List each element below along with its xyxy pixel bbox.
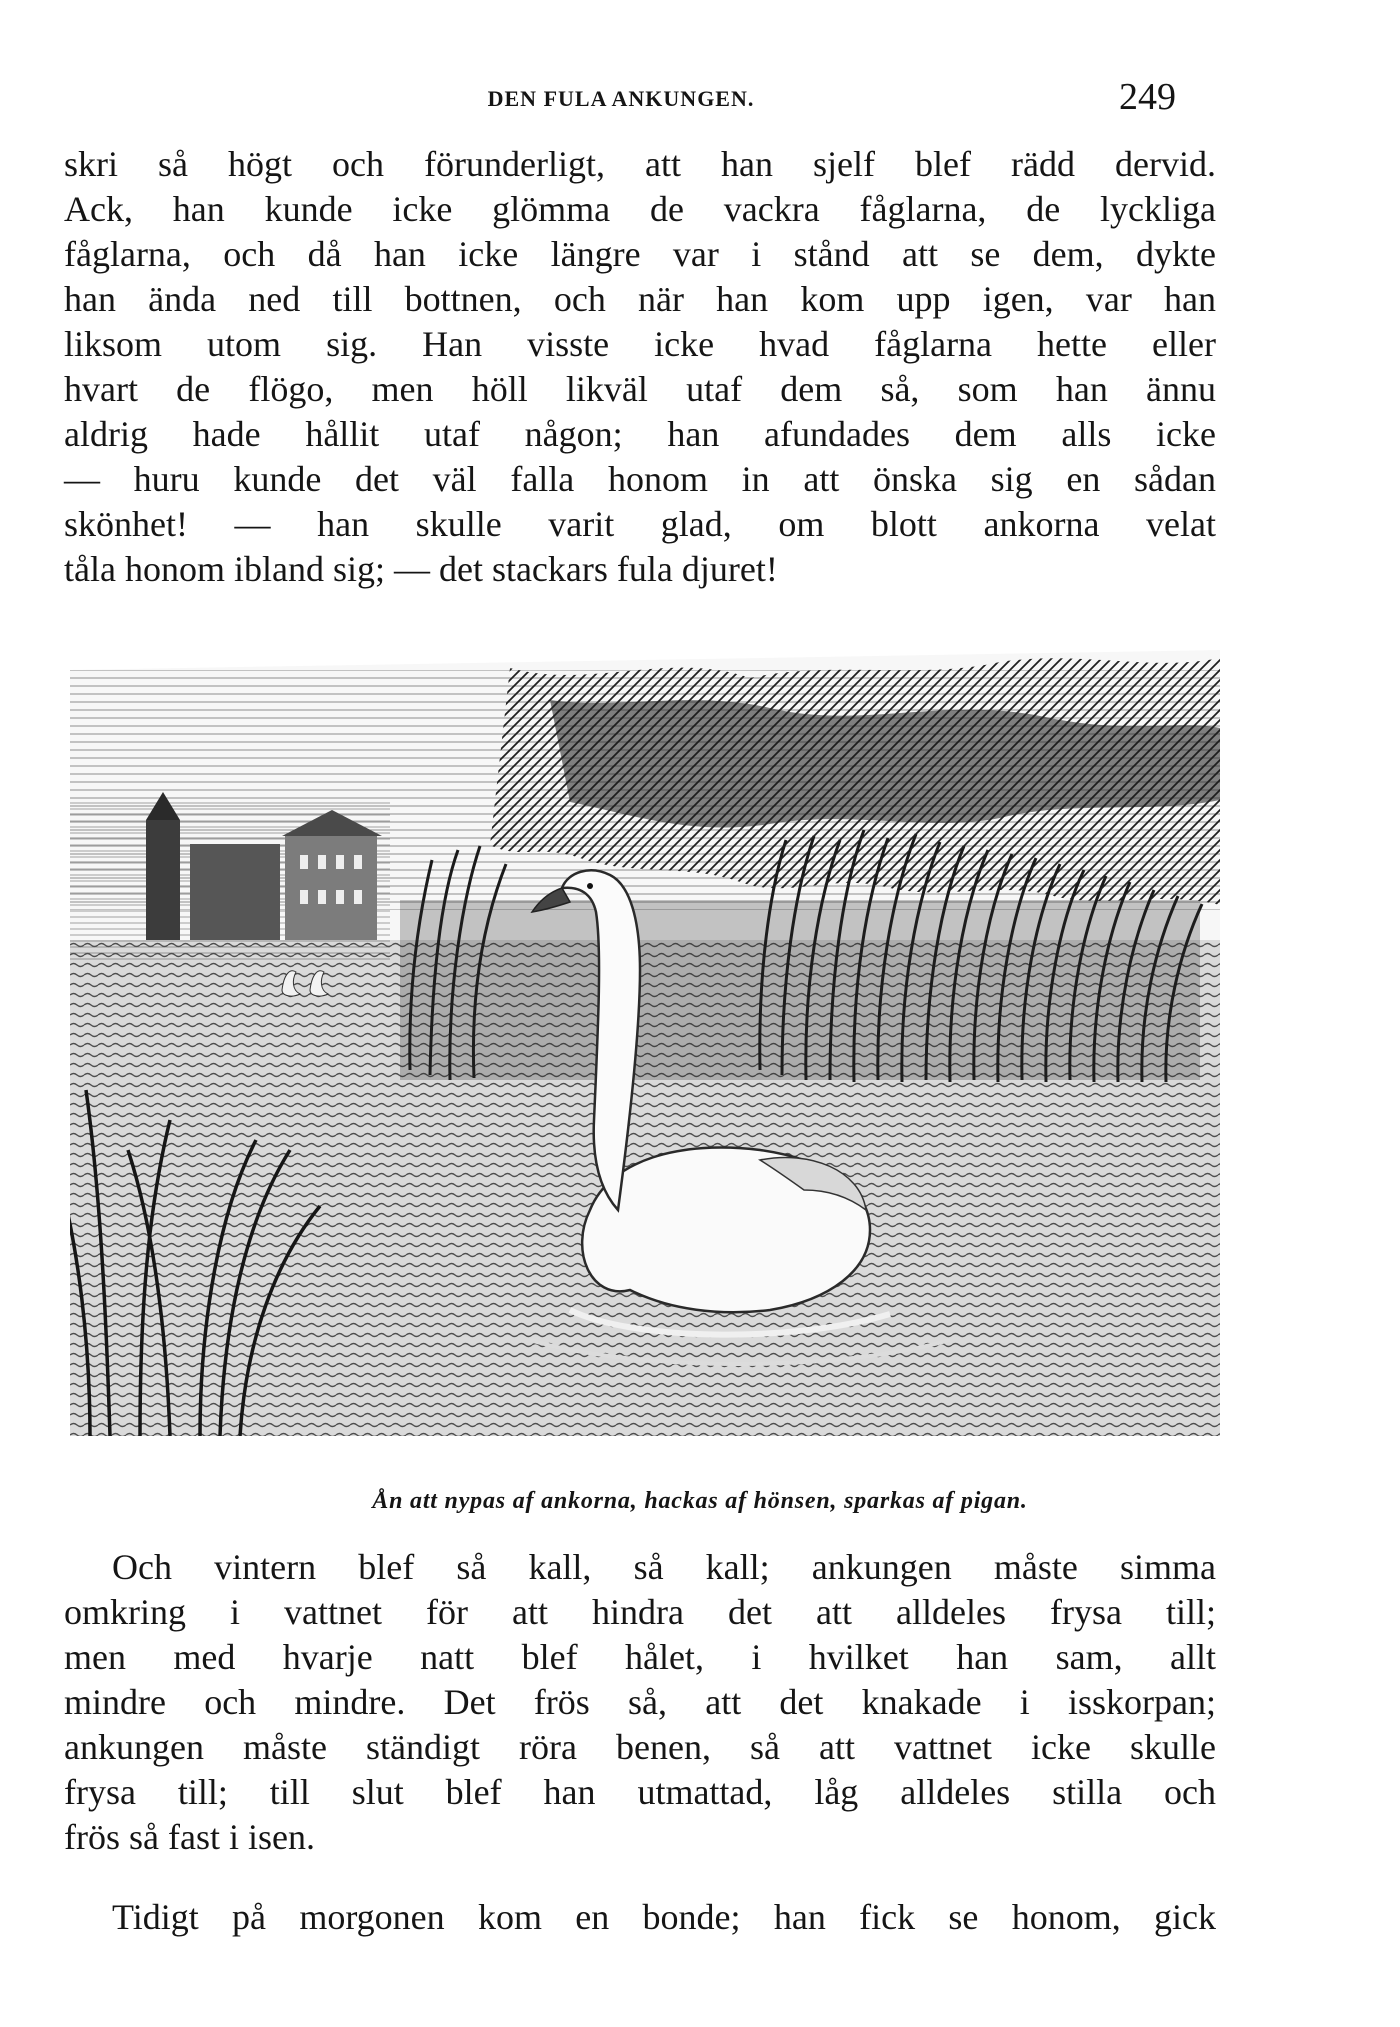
paragraph-2-line: men med hvarje natt blef hålet, i hvilket han sam, allt — [64, 1637, 1216, 1677]
swan-eye — [587, 883, 593, 889]
paragraph-3-line: Tidigt på morgonen kom en bonde; han fick se honom, gick — [112, 1897, 1216, 1937]
paragraph-1-line: tåla honom ibland sig; — det stackars fula djuret! — [64, 549, 778, 589]
paragraph-1-line: han ända ned till bottnen, och när han kom upp igen, var han — [64, 279, 1216, 319]
paragraph-2-line: ankungen måste ständigt röra benen, så att vattnet icke skulle — [64, 1727, 1216, 1767]
paragraph-1-line: aldrig hade hållit utaf någon; han afundades dem alls icke — [64, 414, 1216, 454]
paragraph-2-line: frysa till; till slut blef han utmattad, låg alldeles stilla och — [64, 1772, 1216, 1812]
paragraph-1-line: — huru kunde det väl falla honom in att önska sig en sådan — [64, 459, 1216, 499]
running-title: DEN FULA ANKUNGEN. — [487, 86, 755, 111]
paragraph-3 — [64, 1895, 1216, 1940]
paragraph-2-line: mindre och mindre. Det frös så, att det knakade i isskorpan; — [64, 1682, 1216, 1722]
page-number: 249 — [1119, 76, 1176, 118]
paragraph-1-line: liksom utom sig. Han visste icke hvad fåglarna hette eller — [64, 324, 1216, 364]
manor-house-left — [190, 844, 280, 940]
paragraph-1 — [64, 142, 1216, 592]
paragraph-1-line: fåglarna, och då han icke längre var i stånd att se dem, dykte — [64, 234, 1216, 274]
paragraph-1-line: skönhet! — han skulle varit glad, om blott ankorna velat — [64, 504, 1216, 544]
church-tower — [146, 820, 180, 940]
paragraph-2 — [64, 1545, 1216, 1860]
paragraph-2-line: omkring i vattnet för att hindra det att alldeles frysa till; — [64, 1592, 1216, 1632]
paragraph-2-line: Och vintern blef så kall, så kall; ankungen måste simma — [112, 1547, 1216, 1587]
reed-bed-shadow — [400, 900, 1200, 1080]
illustration-caption: Ån att nypas af ankorna, hackas af hönsen, sparkas af pigan. — [372, 1488, 1028, 1514]
paragraph-1-line: Ack, han kunde icke glömma de vackra fåglarna, de lyckliga — [64, 189, 1216, 229]
manor-house-right — [285, 836, 377, 940]
paragraph-1-line: hvart de flögo, men höll likväl utaf dem så, som han ännu — [64, 369, 1216, 409]
engraving-image — [70, 650, 1220, 1436]
paragraph-1-line: skri så högt och förunderligt, att han sjelf blef rädd dervid. — [64, 144, 1216, 184]
swan-engraving-illustration — [70, 650, 1220, 1436]
paragraph-2-line: frös så fast i isen. — [64, 1817, 315, 1857]
page-header — [66, 78, 1176, 122]
